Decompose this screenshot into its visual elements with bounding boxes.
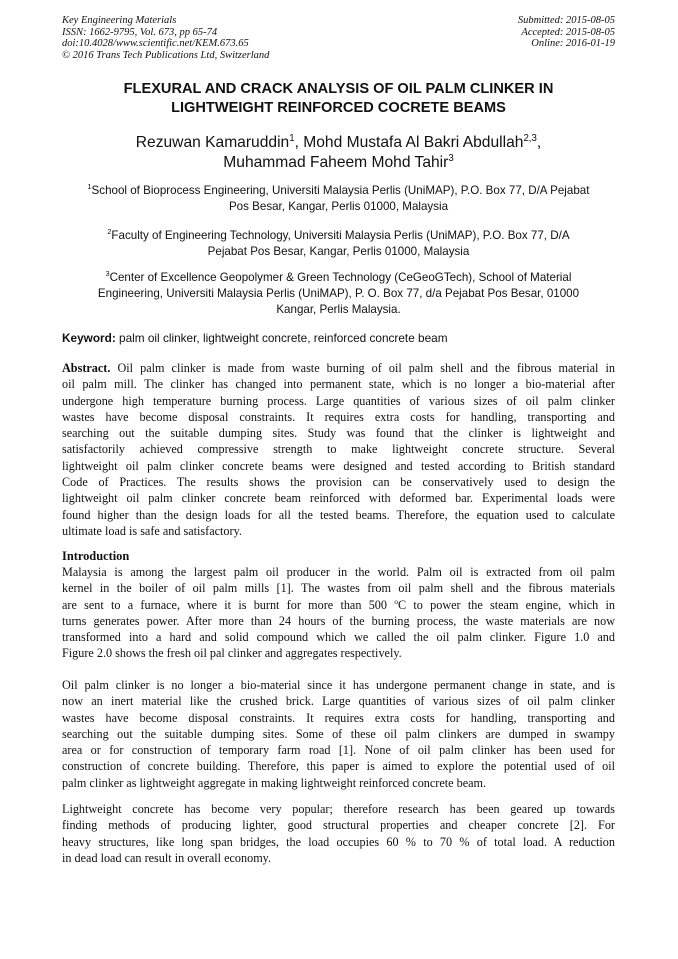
- affiliation-2: $^2$Faculty of Engineering Technology, Universiti Malaysia Perlis (UniMAP), P.O. Box 77, D/A Pejabat Pos Besar, Kangar, Perlis 01000, Malaysia: [107, 227, 570, 259]
- intro-paragraph-1: Malaysia is among the largest palm oil producer in the world. Palm oil is extracted from oil palm kernel in the boiler of oil palm mills [1]. The wastes from oil palm shell and the fibrous materials are sent to a furnace, where it is burnt for more than 500 $^o$C to power the steam engine, which in turns generates power. After more than 24 hours of the burning process, the waste materials are now transformed into a hard and solid compound which we called the oil palm clinker. Figure 1.0 and Figure 2.0 shows the fresh oil pal clinker and aggregates respectively.: [62, 565, 615, 661]
- paper-title: FLEXURAL AND CRACK ANALYSIS OF OIL PALM CLINKER IN LIGHTWEIGHT REINFORCED COCRETE BEAMS: [123, 81, 554, 116]
- keyword-text: palm oil clinker, lightweight concrete, reinforced concrete beam: [115, 331, 448, 345]
- submitted-date: Submitted: 2015-08-05: [517, 15, 615, 26]
- issn-line: ISSN: 1662-9795, Vol. 673, pp 65-74: [62, 26, 218, 38]
- author-name: Muhammad Faheem Mohd Tahir: [223, 153, 449, 171]
- doi-line: doi:10.4028/www.scientific.net/KEM.673.65: [62, 38, 249, 50]
- accepted-date: Accepted: 2015-08-05: [521, 26, 615, 38]
- keyword-label: Keyword:: [62, 331, 116, 345]
- abstract: Abstract. Oil palm clinker is made from waste burning of oil palm shell and the fibrous material in oil palm mill. The clinker has changed into permanent state, which is no longer a bio-material after undergone high temperature burning process. Large quantities of various sizes of oil palm clinker wastes have become disposal constraints. It requires extra costs for handling, transporting and searching out the suitable dumping sites. Study was found that the clinker is lightweight and satisfactorily achieved compressive strength to make lightweight concrete structure. Several lightweight oil palm clinker concrete beams were designed and tested according to British standard Code of Practices. The results shows the provision can be conservatively used to design the lightweight oil palm clinker concrete beam reinforced with deformed bar. Experimental loads were found higher than the design loads for all the tested beams. Therefore, the equation used to calculate ultimate load is safe and satisfactory.: [62, 361, 615, 538]
- affiliation-1: $^1$School of Bioprocess Engineering, Universiti Malaysia Perlis (UniMAP), P.O. Box 77, D/A Pejabat Pos Besar, Kangar, Perlis 01000, Malaysia: [87, 182, 590, 214]
- journal-name: Key Engineering Materials: [62, 15, 177, 26]
- author-name: Rezuwan Kamaruddin: [135, 134, 290, 151]
- online-date: Online: 2016-01-19: [531, 38, 615, 50]
- author-name: , Mohd Mustafa Al Bakri Abdullah: [294, 134, 524, 151]
- abstract-label: Abstract.: [62, 361, 111, 375]
- dates-info: [518, 15, 615, 50]
- intro-paragraph-3: Lightweight concrete has become very popular; therefore research has been geared up towards finding methods of producing lighter, good structural properties and cheaper concrete [2]. For heavy structures, like long span bridges, the load occupies 60 % to 70 % of total load. A reduction in dead load can result in overall economy.: [62, 802, 615, 865]
- intro-paragraph-2: Oil palm clinker is no longer a bio-material since it has undergone permanent change in state, and is now an inert material like the crushed brick. Large quantities of various sizes of oil palm clinker wastes have become disposal constraints. It requires extra costs for handling, transporting and searching out the suitable dumping sites. Some of these oil palm clinkers are dumped in swampy area or for construction of temporary farm road [1]. None of oil palm clinker has been used for construction of concrete building. Therefore, this paper is aimed to explore the potential used of oil palm clinker as lightweight aggregate in making lightweight reinforced concrete beam.: [62, 678, 615, 790]
- keywords: [62, 330, 448, 346]
- section-heading-introduction: Introduction: [62, 549, 130, 563]
- copyright-line: © 2016 Trans Tech Publications Ltd, Switzerland: [62, 49, 270, 61]
- affiliation-3: $^3$Center of Excellence Geopolymer & Green Technology (CeGeoGTech), School of Material Engineering, Universiti Malaysia Perlis (UniMAP), P. O. Box 77, d/a Pejabat Pos Besar, 01000 Kangar, Perlis Malaysia.: [97, 269, 580, 317]
- author-list: Rezuwan Kamaruddin$^1$, Mohd Mustafa Al Bakri Abdullah$^{2,3}$, Muhammad Faheem Mohd Tahir$^3$: [135, 132, 542, 171]
- journal-info: [62, 15, 269, 61]
